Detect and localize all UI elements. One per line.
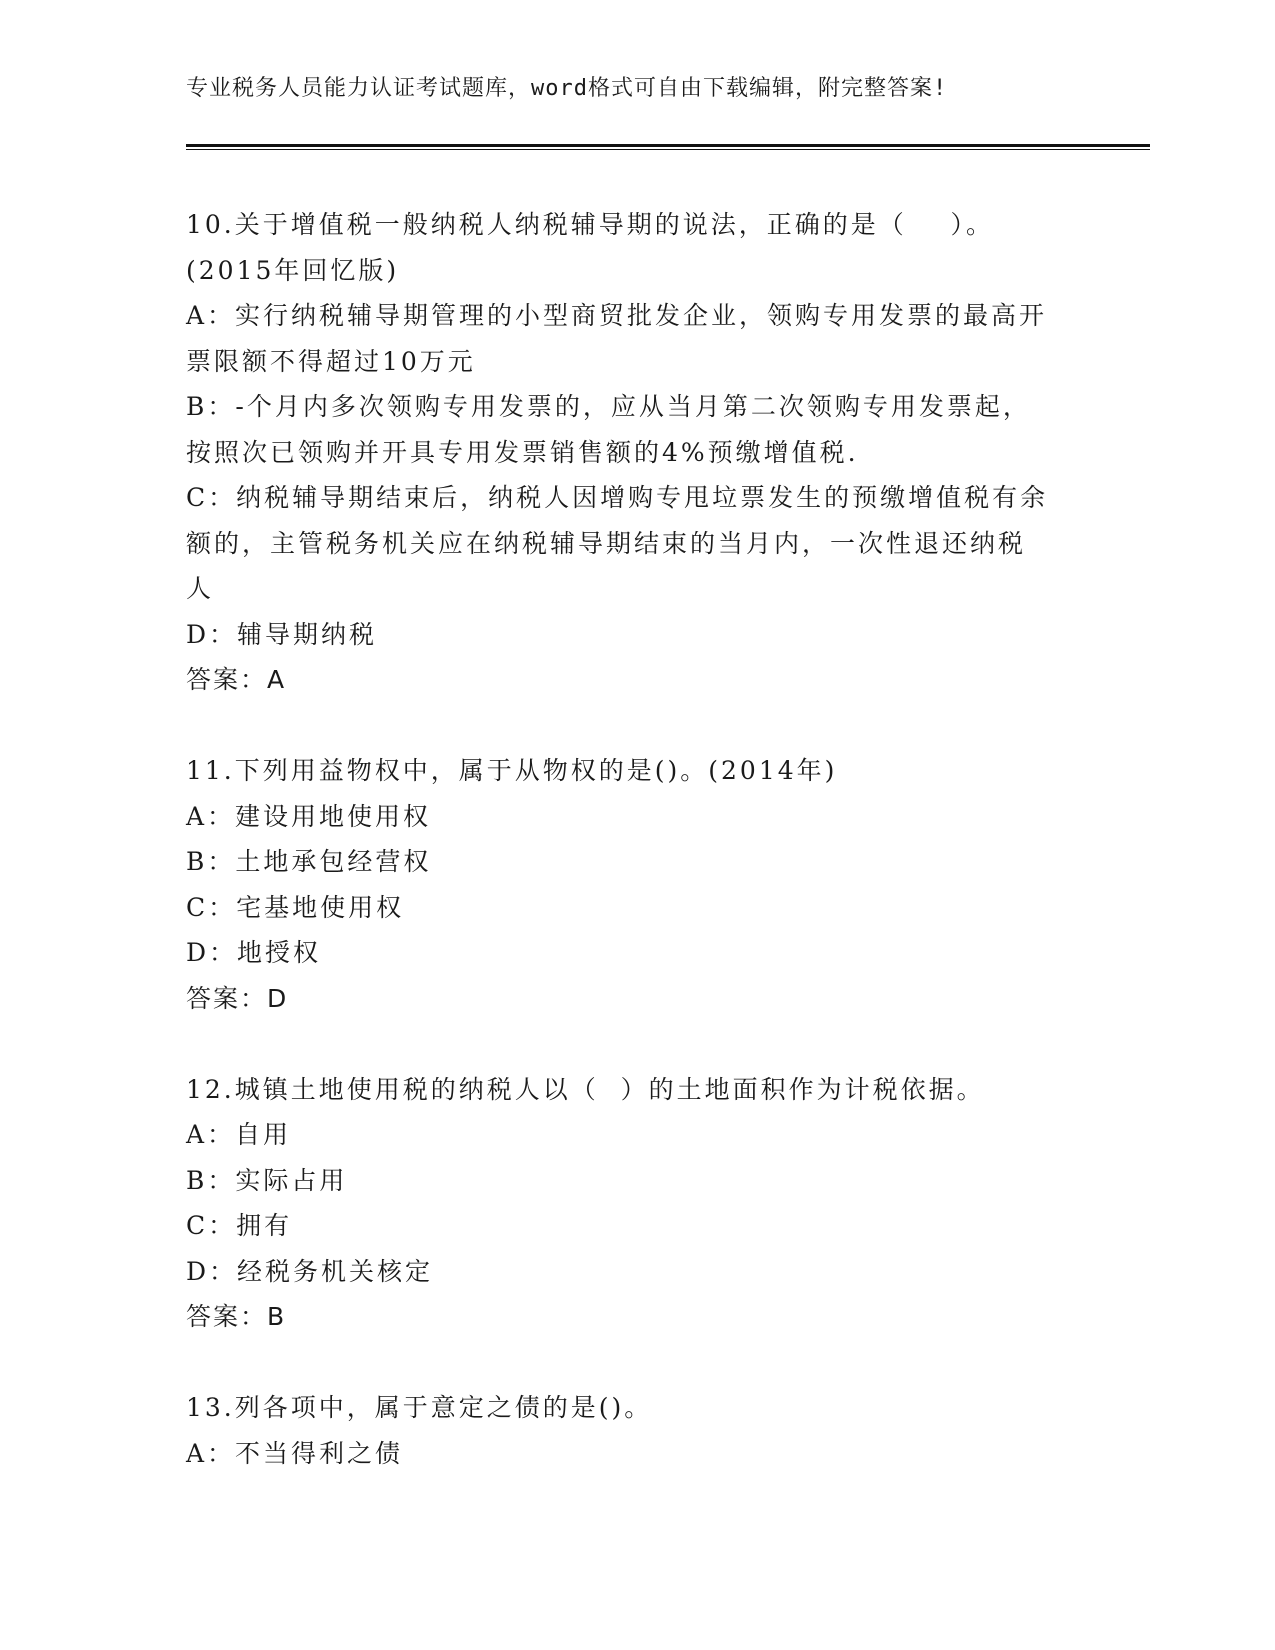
option-d: D：经税务机关核定 xyxy=(186,1256,434,1286)
answer-label: 答案：D xyxy=(186,983,289,1013)
question-source: (2015年回忆版) xyxy=(186,255,400,285)
header-divider-thick xyxy=(186,144,1150,147)
option-c-line-3: 人 xyxy=(186,574,215,603)
option-a: A：不当得利之债 xyxy=(186,1438,404,1468)
option-b-line-1: B：-个月内多次领购专用发票的，应从当月第二次领购专用发票起， xyxy=(186,392,1031,421)
question-stem: 10.关于增值税一般纳税人纳税辅导期的说法，正确的是（ ）。 xyxy=(186,210,995,239)
option-b-line-2: 按照次已领购并开具专用发票销售额的4%预缴增值税. xyxy=(186,437,859,467)
option-d: D：地授权 xyxy=(186,938,322,967)
option-c-line-2: 额的，主管税务机关应在纳税辅导期结束的当月内，一次性退还纳税 xyxy=(186,528,1027,558)
option-c: C：拥有 xyxy=(186,1211,293,1240)
option-b: B：土地承包经营权 xyxy=(186,847,432,876)
question-list xyxy=(186,202,1086,1476)
answer-label: 答案：A xyxy=(186,665,287,694)
option-c-line-1: C：纳税辅导期结束后，纳税人因增购专甩垃票发生的预缴增值税有余 xyxy=(186,483,1049,512)
option-a: A：自用 xyxy=(186,1120,292,1149)
header-divider xyxy=(186,144,1150,150)
page-header: 专业税务人员能力认证考试题库，word格式可自由下载编辑，附完整答案! xyxy=(186,76,948,101)
question-12 xyxy=(186,1067,1086,1340)
option-b: B：实际占用 xyxy=(186,1165,348,1195)
option-a-line-2: 票限额不得超过10万元 xyxy=(186,346,476,376)
answer-label: 答案：B xyxy=(186,1302,287,1331)
question-stem: 13.列各项中，属于意定之债的是()。 xyxy=(186,1393,653,1422)
option-a: A：建设用地使用权 xyxy=(186,801,432,831)
question-11 xyxy=(186,748,1086,1021)
option-c: C：宅基地使用权 xyxy=(186,892,405,922)
option-a-line-1: A：实行纳税辅导期管理的小型商贸批发企业，领购专用发票的最高开 xyxy=(186,301,1048,330)
question-stem: 11.下列用益物权中，属于从物权的是()。(2014年) xyxy=(186,756,838,785)
header-divider-thin xyxy=(186,149,1150,150)
question-stem: 12.城镇土地使用税的纳税人以（ ）的土地面积作为计税依据。 xyxy=(186,1074,985,1104)
question-13 xyxy=(186,1385,1086,1476)
option-d: D：辅导期纳税 xyxy=(186,619,378,649)
question-10 xyxy=(186,202,1086,703)
